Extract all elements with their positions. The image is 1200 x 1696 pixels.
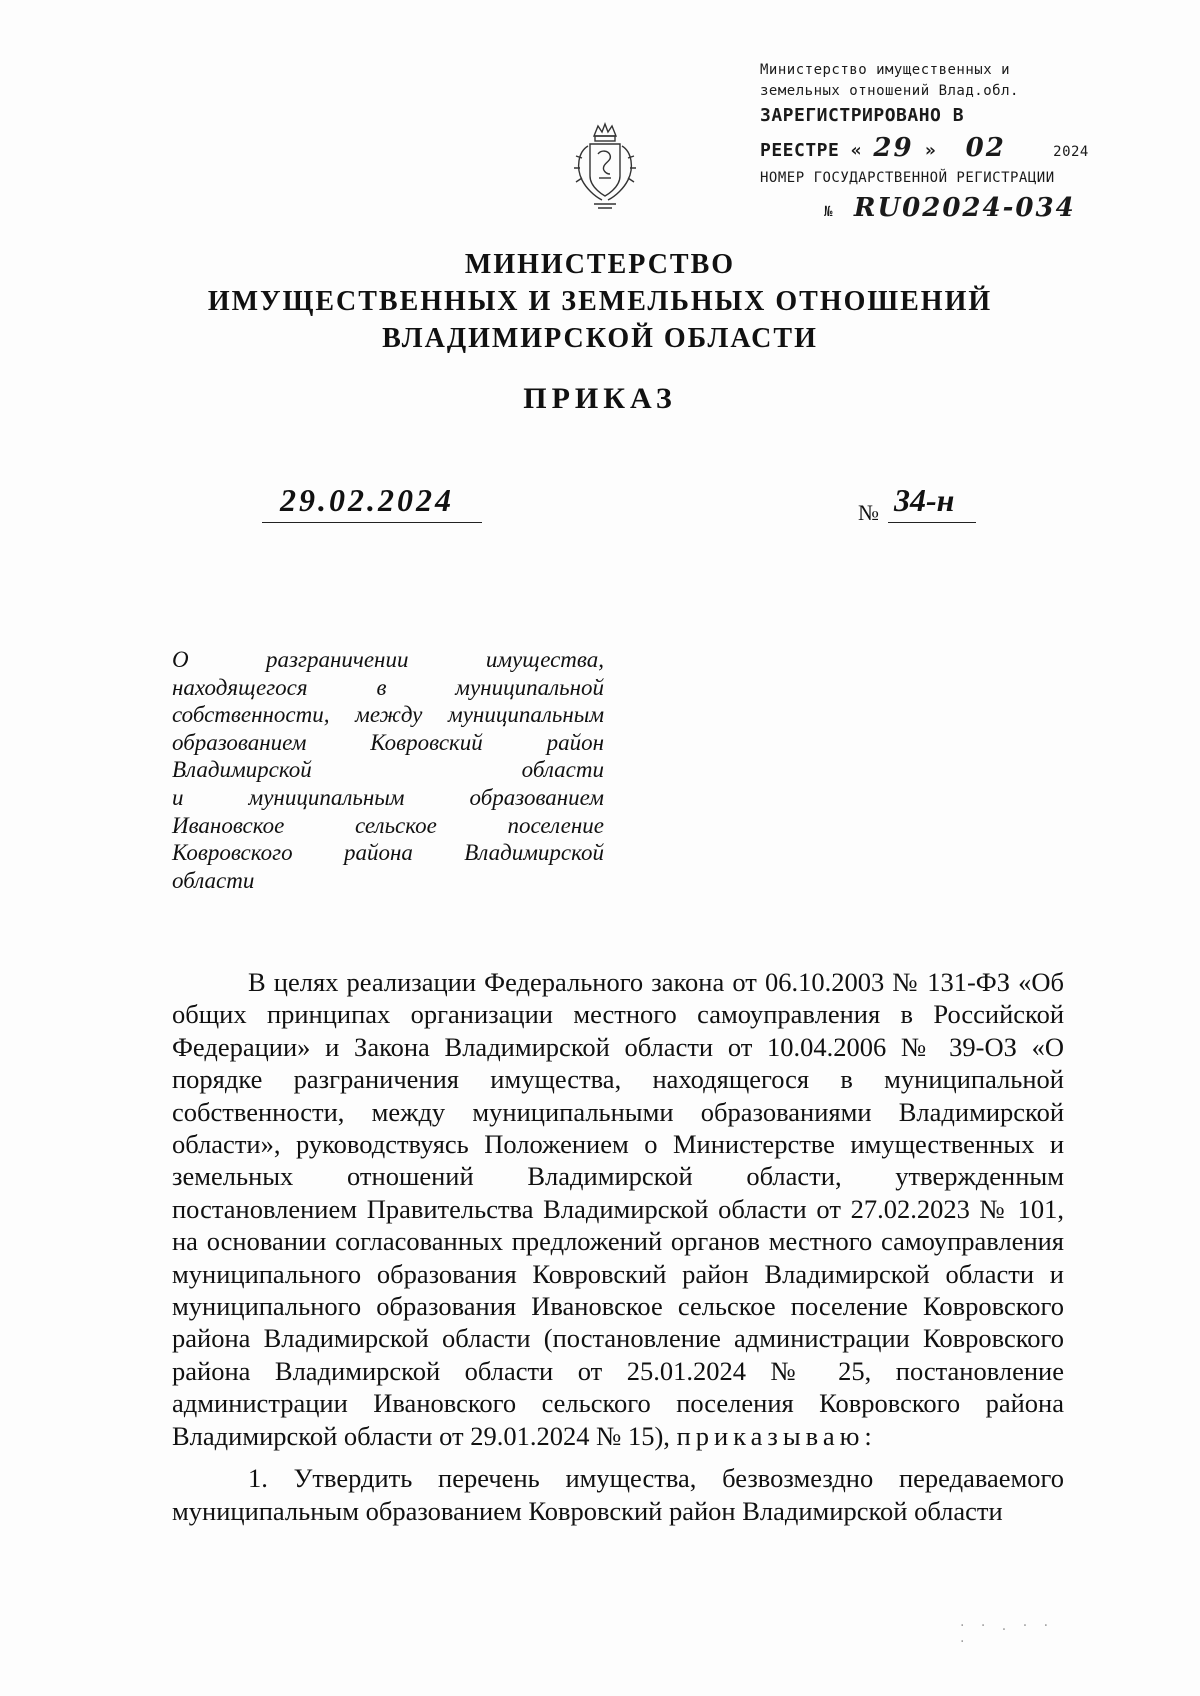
stamp-registration-number: RU02024-034 xyxy=(853,193,1076,223)
subject-line: образованием Ковровский район xyxy=(172,729,604,755)
stamp-line-3: ЗАРЕГИСТРИРОВАНО В xyxy=(760,105,965,126)
coat-of-arms-emblem xyxy=(568,118,642,214)
order-number-handwritten: 34-н xyxy=(894,482,955,518)
stamp-line-1: Министерство имущественных и xyxy=(760,62,1011,78)
preamble-text: В целях реализации Федерального закона от 06.10.2003 № 131-ФЗ «Об общих принципах организации местного самоуправления в Российской Федерации» и Закона Владимирской области от 10.04.2006 № 39-ОЗ «О порядке разграничения имущества, находящегося в муниципальной собственности, между муниципальными образованиями Владимирской области», руководствуясь Положением о Министерстве имущественных и земельных отношений Владимирской области, утвержденным постановлением Правительства Владимирской области от 27.02.2023 № 101, на основании согласованных предложений органов местного самоуправления муниципального образования Ковровский район Владимирской области и муниципального образования Ивановское сельское поселение Ковровского района Владимирской области (постановление администрации Ковровского района Владимирской области от 25.01.2024 № 25, постановление администрации Ивановского сельского поселения Ковровского района Владимирской области от 29.01.2024 № 15), xyxy=(172,967,1064,1451)
subject-line: находящегося в муниципальной xyxy=(172,674,604,700)
order-subject xyxy=(172,646,604,894)
order-number-field xyxy=(888,482,976,523)
document-type-title: ПРИКАЗ xyxy=(523,382,677,415)
order-number-label: № xyxy=(858,500,879,525)
subject-line: собственности, между муниципальным xyxy=(172,702,604,728)
stamp-year: 2024 xyxy=(1053,144,1089,160)
ministry-line-1: МИНИСТЕРСТВО xyxy=(464,249,736,280)
ministry-line-2: ИМУЩЕСТВЕННЫХ И ЗЕМЕЛЬНЫХ ОТНОШЕНИЙ xyxy=(207,286,993,317)
subject-line: и муниципальным образованием xyxy=(172,784,604,810)
ministry-line-3: ВЛАДИМИРСКОЙ ОБЛАСТИ xyxy=(382,323,818,354)
order-date-field xyxy=(262,482,482,523)
clause-1-paragraph: 1. Утвердить перечень имущества, безвозмездно передаваемого муниципальным образованием Ковровский район Владимирской области xyxy=(172,1463,1064,1526)
order-body xyxy=(172,966,1064,1527)
stamp-day-handwritten: 29 xyxy=(873,133,914,163)
subject-line: Ивановское сельское поселение xyxy=(172,812,604,838)
stamp-quote: » xyxy=(924,140,937,161)
ministry-header xyxy=(0,246,1200,357)
stamp-registry-label: РЕЕСТРЕ « xyxy=(760,140,863,161)
stamp-month-handwritten: 02 xyxy=(965,133,1006,163)
order-action-word: приказываю: xyxy=(676,1420,877,1451)
order-date-handwritten: 29.02.2024 xyxy=(280,482,454,518)
stamp-line-2: земельных отношений Влад.обл. xyxy=(760,83,1019,99)
stamp-line-4 xyxy=(760,129,1090,168)
subject-line: Ковровского района Владимирской xyxy=(172,840,604,866)
preamble-paragraph xyxy=(172,966,1064,1452)
stamp-line-6 xyxy=(760,189,1090,228)
scan-artifact: · · . · · · xyxy=(960,1618,1055,1650)
subject-line: О разграничении имущества, xyxy=(172,647,604,672)
subject-line: Владимирской области xyxy=(172,757,604,783)
stamp-number-sign: № xyxy=(824,204,833,220)
subject-line: области xyxy=(172,867,255,893)
registration-stamp xyxy=(760,60,1090,228)
stamp-line-5: НОМЕР ГОСУДАРСТВЕННОЙ РЕГИСТРАЦИИ xyxy=(760,170,1055,186)
